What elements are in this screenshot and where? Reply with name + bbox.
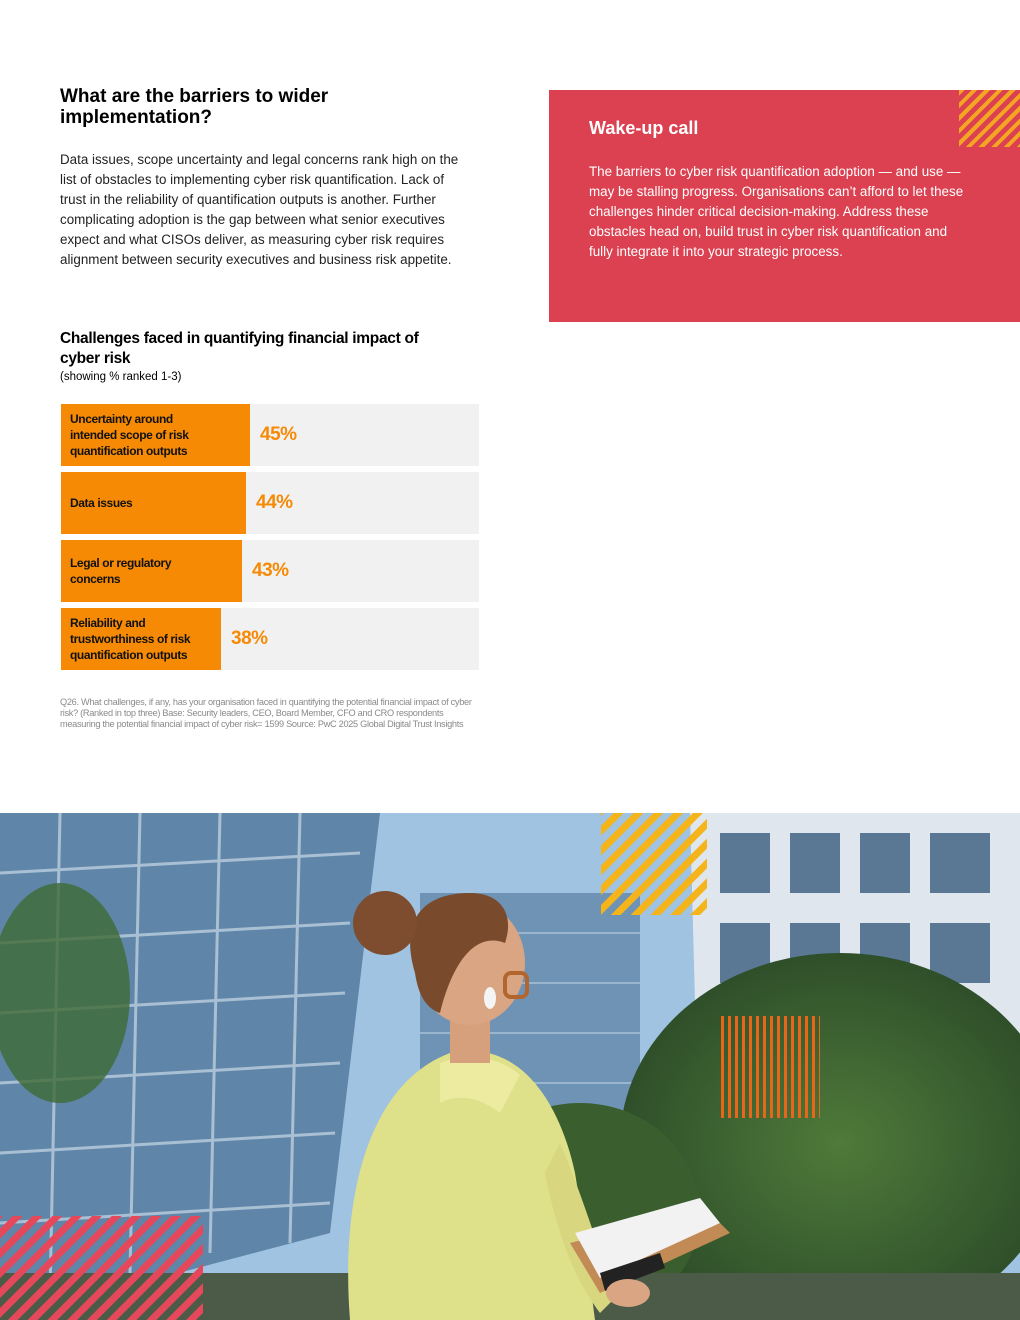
bar-value-label: 44% bbox=[256, 492, 293, 513]
stripe-decoration bbox=[959, 90, 1020, 147]
chart-subtitle: (showing % ranked 1-3) bbox=[60, 371, 182, 383]
bar-row bbox=[61, 472, 479, 534]
bar-category-label: Data issues bbox=[70, 496, 133, 510]
bar-category-label: Legal or regulatory concerns bbox=[70, 556, 172, 586]
chart-source-note: Q26. What challenges, if any, has your organisation faced in quantifying the potential financial impact of cyber risk? (Ranked in top three) Base: Security leaders, CEO, Board Member, CFO and CRO respondents measuring the potential financial impact of cyber risk= 1599 Source: PwC 2025 Global Digital Trust Insights bbox=[60, 697, 472, 729]
bar-row bbox=[61, 540, 479, 602]
bar-row bbox=[61, 608, 479, 670]
bar-value-label: 45% bbox=[260, 424, 297, 445]
bar-value-label: 38% bbox=[231, 628, 268, 649]
bar-chart bbox=[61, 404, 479, 676]
bar-category-label: Reliability and trustworthiness of risk quantification outputs bbox=[70, 616, 191, 662]
wake-up-call-callout bbox=[549, 90, 1020, 322]
callout-body: The barriers to cyber risk quantification adoption — and use — may be stalling progress. Organisations can’t afford to let these challenges hinder critical decision-making. Address these obstacles head on, build trust in cyber risk quantification and fully integrate it into your strategic process. bbox=[589, 164, 964, 259]
chart-title: Challenges faced in quantifying financial impact of cyber risk bbox=[60, 330, 419, 367]
bar-category-label: Uncertainty around intended scope of risk quantification outputs bbox=[70, 412, 189, 458]
bar-value-label: 43% bbox=[252, 560, 289, 581]
bar-row bbox=[61, 404, 479, 466]
callout-title: Wake-up call bbox=[589, 118, 699, 138]
hero-photo bbox=[0, 813, 1020, 1320]
photo-woman-office-buildings-icon bbox=[0, 813, 1020, 1320]
section-body: Data issues, scope uncertainty and legal concerns rank high on the list of obstacles to implementing cyber risk quantification. Lack of trust in the reliability of quantification outputs is another. Further complicating adoption is the gap between what senior executives expect and what CISOs deliver, as measuring cyber risk requires alignment between security executives and business risk appetite. bbox=[60, 152, 459, 267]
section-heading: What are the barriers to wider implementation? bbox=[60, 86, 329, 128]
